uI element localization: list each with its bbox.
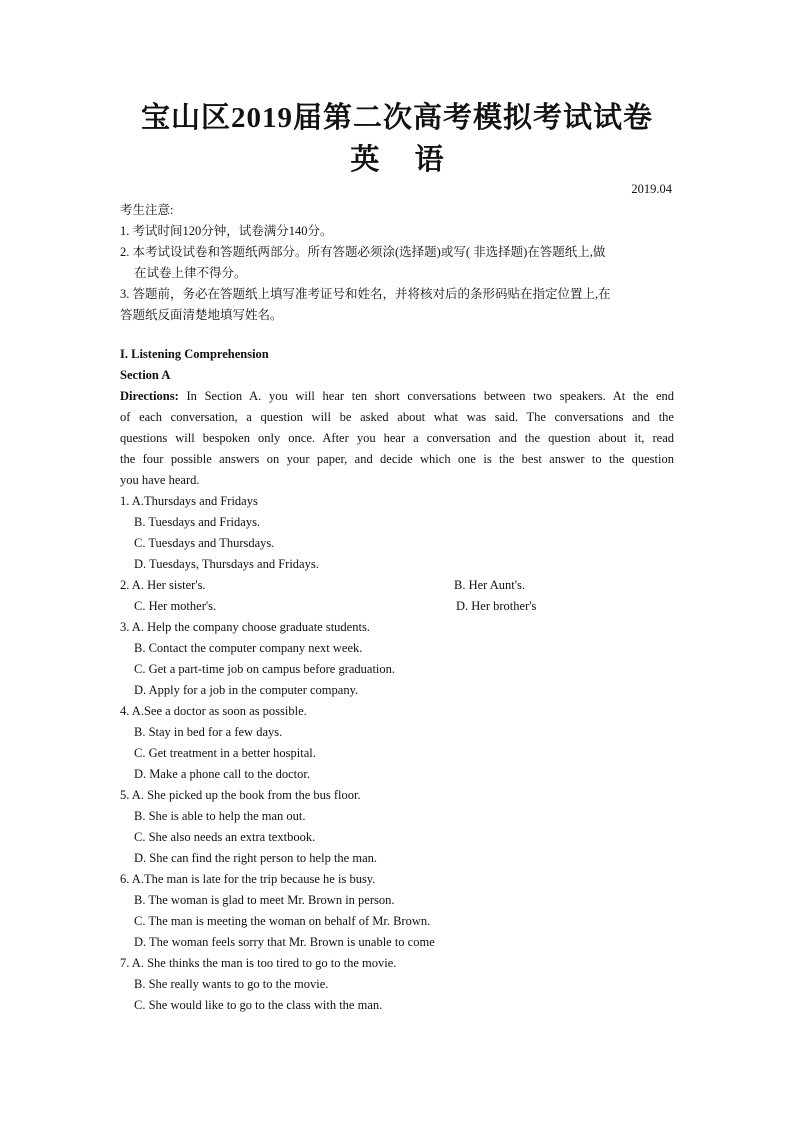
option-d: D. Make a phone call to the doctor. [134, 767, 310, 781]
question-2 [120, 575, 674, 617]
directions-block [120, 386, 674, 491]
option-c: C. Get a part-time job on campus before graduation. [134, 662, 396, 676]
note-item: 1. 考试时间120分钟，试卷满分140分。 [120, 224, 333, 238]
note-item: 在试卷上律不得分。 [134, 266, 247, 280]
question-5 [120, 785, 674, 869]
directions-label: Directions: [120, 389, 179, 403]
note-item: 答题纸反面清楚地填写姓名。 [120, 308, 283, 322]
option-b: B. She really wants to go to the movie. [134, 977, 329, 991]
option-b: B. Stay in bed for a few days. [134, 725, 283, 739]
option-d: D. Apply for a job in the computer company. [134, 683, 359, 697]
part-heading: I. Listening Comprehension [120, 347, 269, 361]
option-d: D. Her brother's [456, 599, 537, 613]
option-c: C. She also needs an extra textbook. [134, 830, 316, 844]
option-b: B. Contact the computer company next week. [134, 641, 363, 655]
option-c: C. Her mother's. [134, 599, 217, 613]
option-d: D. Tuesdays, Thursdays and Fridays. [134, 557, 319, 571]
option-a: 7. A. She thinks the man is too tired to go to the movie. [120, 956, 397, 970]
question-4 [120, 701, 674, 785]
directions-line: you have heard. [120, 473, 200, 487]
directions-line: Directions: In Section A. you will hear ten short conversations between two speakers. At the end [120, 389, 674, 403]
option-c: C. She would like to go to the class with the man. [134, 998, 383, 1012]
question-3 [120, 617, 674, 701]
option-b: B. Tuesdays and Fridays. [134, 515, 261, 529]
directions-line: questions will bespoken only once. After you hear a conversation and the question about it, read [120, 431, 674, 445]
section-heading: Section A [120, 368, 171, 382]
option-b: B. The woman is glad to meet Mr. Brown in person. [134, 893, 395, 907]
option-a: 3. A. Help the company choose graduate students. [120, 620, 370, 634]
candidate-notes [120, 200, 674, 326]
option-b: B. She is able to help the man out. [134, 809, 306, 823]
option-d: D. The woman feels sorry that Mr. Brown is unable to come [134, 935, 435, 949]
option-b: B. Her Aunt's. [454, 578, 526, 592]
directions-line: the four possible answers on your paper, and decide which one is the best answer to the question [120, 452, 674, 466]
option-a: 4. A.See a doctor as soon as possible. [120, 704, 307, 718]
option-c: C. Get treatment in a better hospital. [134, 746, 316, 760]
question-1 [120, 491, 674, 575]
exam-date: 2019.04 [631, 182, 672, 196]
option-c: C. The man is meeting the woman on behalf of Mr. Brown. [134, 914, 431, 928]
option-a: 1. A.Thursdays and Fridays [120, 494, 258, 508]
note-item: 3. 答题前，务必在答题纸上填写准考证号和姓名，并将核对后的条形码贴在指定位置上,在 [120, 287, 611, 301]
option-a: 5. A. She picked up the book from the bus floor. [120, 788, 361, 802]
directions-line: of each conversation, a question will be asked about what was said. The conversations and the [120, 410, 674, 424]
option-a: 6. A.The man is late for the trip because he is busy. [120, 872, 376, 886]
question-6 [120, 869, 674, 953]
subject-title: 英 语 [350, 144, 444, 176]
exam-content [120, 200, 674, 1016]
option-c: C. Tuesdays and Thursdays. [134, 536, 275, 550]
note-item: 2. 本考试设试卷和答题纸两部分。所有答题必须涂(选择题)或写( 非选择题)在答题纸上,做 [120, 245, 606, 259]
option-d: D. She can find the right person to help the man. [134, 851, 377, 865]
question-7 [120, 953, 674, 1016]
option-a: 2. A. Her sister's. [120, 578, 206, 592]
page-title: 宝山区2019届第二次高考模拟考试试卷 [140, 102, 653, 134]
notes-heading: 考生注意: [120, 203, 174, 217]
